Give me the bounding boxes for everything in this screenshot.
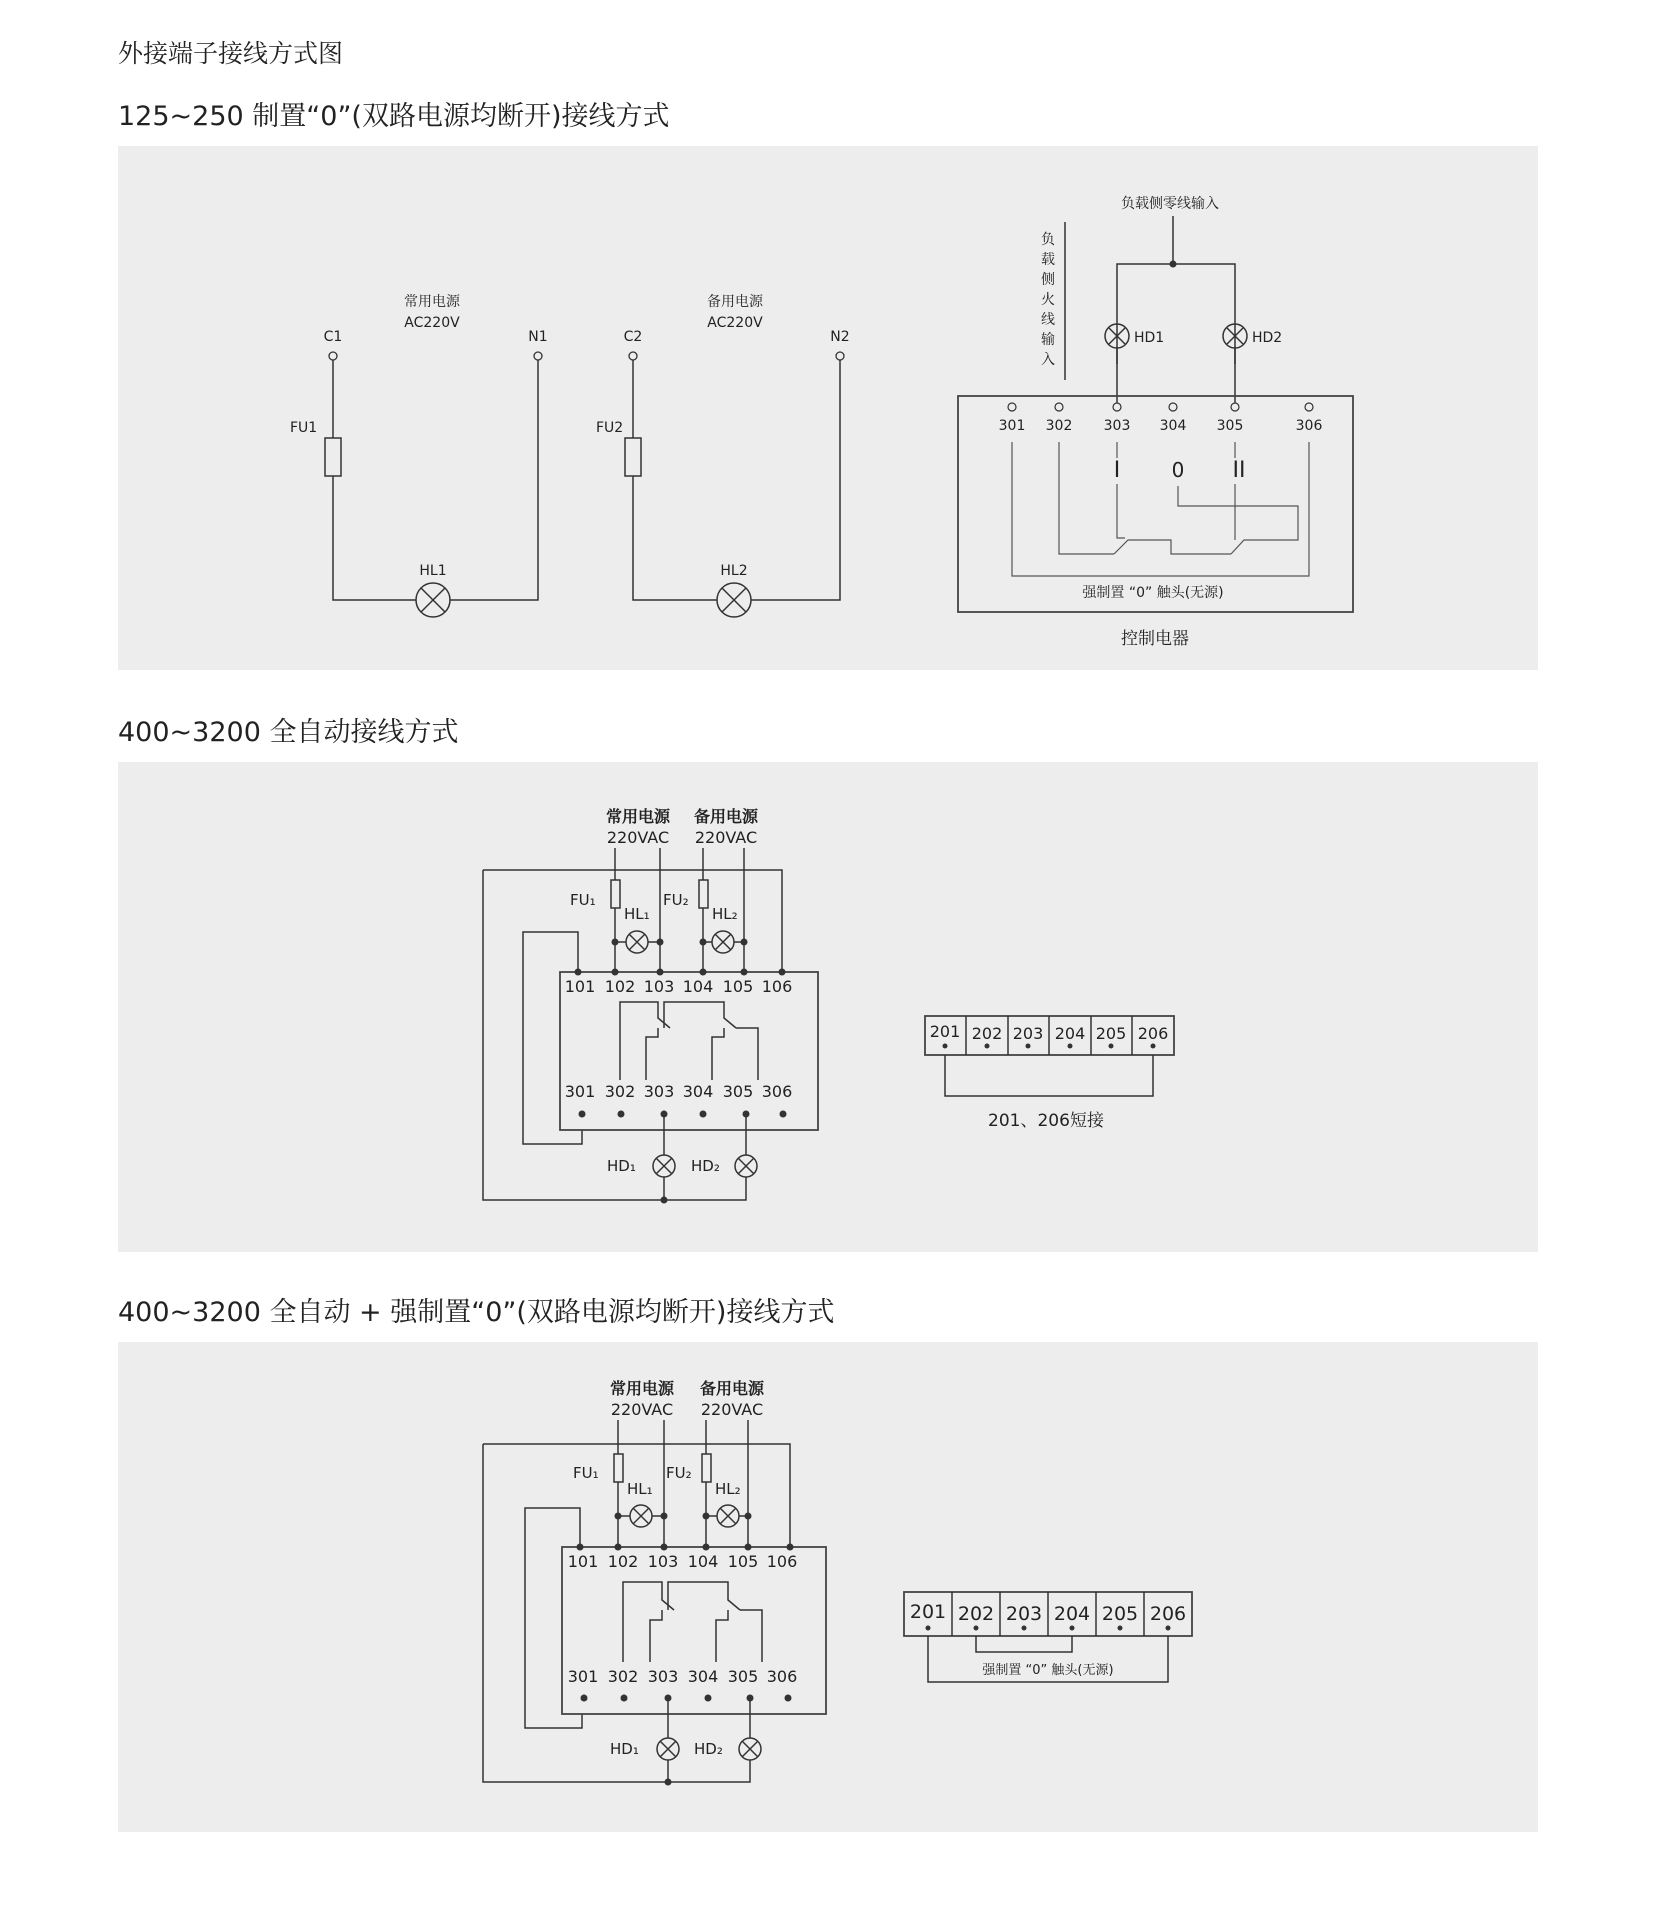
svg-text:304: 304 <box>1159 418 1187 434</box>
s3-hd2-label: HD₂ <box>694 1740 723 1758</box>
section1-diagram <box>118 146 1538 670</box>
hd2-label: HD2 <box>1252 330 1283 346</box>
svg-text:305: 305 <box>727 1667 759 1686</box>
s3-top-terminals <box>568 1552 798 1571</box>
svg-text:306: 306 <box>766 1667 798 1686</box>
neutral-input-label: 负载侧零线输入 <box>1121 196 1219 212</box>
s2-hd2-label: HD₂ <box>691 1157 720 1175</box>
svg-text:101: 101 <box>564 977 596 996</box>
s2-aux-note: 201、206短接 <box>988 1111 1104 1131</box>
svg-text:203: 203 <box>1005 1603 1043 1625</box>
s3-internal-contacts <box>623 1582 762 1662</box>
s3-fu1-label: FU₁ <box>573 1464 599 1482</box>
s3-hd1-lamp-icon <box>657 1738 679 1760</box>
svg-text:0: 0 <box>1171 458 1185 482</box>
svg-text:106: 106 <box>761 977 793 996</box>
controller-terminals <box>999 403 1323 434</box>
svg-text:302: 302 <box>1045 418 1073 434</box>
s3-bottom-terminals <box>568 1667 798 1686</box>
force-zero-contact-label: 强制置 “0” 触头(无源) <box>1082 585 1224 601</box>
s2-hl1-lamp-icon <box>626 931 648 953</box>
svg-text:102: 102 <box>607 1552 639 1571</box>
circuit1-lamp-icon <box>416 583 450 617</box>
svg-text:103: 103 <box>647 1552 679 1571</box>
svg-text:104: 104 <box>687 1552 719 1571</box>
svg-text:304: 304 <box>687 1667 719 1686</box>
circuit1-source-label: 常用电源 <box>404 294 460 310</box>
s2-top-terminals <box>565 977 793 996</box>
svg-text:204: 204 <box>1053 1603 1091 1625</box>
svg-text:火: 火 <box>1041 292 1055 308</box>
live-input-label <box>1041 231 1055 368</box>
s2-source2-label: 备用电源 <box>693 807 759 826</box>
s3-source2-label: 备用电源 <box>699 1379 765 1398</box>
s2-hd1-lamp-icon <box>653 1155 675 1177</box>
svg-text:201: 201 <box>909 1601 947 1623</box>
svg-text:303: 303 <box>647 1667 679 1686</box>
s3-fu2-label: FU₂ <box>666 1464 692 1482</box>
svg-text:201: 201 <box>929 1022 961 1041</box>
svg-text:202: 202 <box>957 1603 995 1625</box>
svg-text:206: 206 <box>1149 1603 1187 1625</box>
s2-voltage2: 220VAC <box>694 828 758 847</box>
svg-text:I: I <box>1113 458 1121 483</box>
circuit2-voltage: AC220V <box>707 315 763 331</box>
s2-source1-label: 常用电源 <box>605 807 671 826</box>
svg-text:104: 104 <box>682 977 714 996</box>
s2-fu2 <box>699 880 708 908</box>
circuit2-lamp-label: HL2 <box>720 563 748 579</box>
svg-text:302: 302 <box>607 1667 639 1686</box>
section2-diagram <box>118 762 1538 1252</box>
circuit1-lamp-label: HL1 <box>419 563 447 579</box>
svg-text:302: 302 <box>604 1082 636 1101</box>
section3-diagram-panel <box>118 1342 1538 1832</box>
hd1-label: HD1 <box>1134 330 1165 346</box>
s2-aux-short-link <box>945 1055 1153 1096</box>
circuit1-n1-node <box>534 352 542 360</box>
s3-aux-terminal-strip <box>904 1592 1192 1636</box>
s3-aux-inner-link <box>976 1636 1072 1652</box>
s2-hd2-lamp-icon <box>735 1155 757 1177</box>
s3-hl1-lamp-icon <box>630 1505 652 1527</box>
svg-text:305: 305 <box>1216 418 1244 434</box>
svg-text:102: 102 <box>604 977 636 996</box>
page-title: 外接端子接线方式图 <box>118 39 344 68</box>
s3-source1-label: 常用电源 <box>609 1379 675 1398</box>
svg-text:侧: 侧 <box>1041 272 1055 288</box>
svg-text:103: 103 <box>643 977 675 996</box>
circuit2-fuse <box>625 438 641 476</box>
s2-hl1-label: HL₁ <box>624 905 650 923</box>
circuit2-n2-node <box>836 352 844 360</box>
s2-internal-contacts <box>620 1002 758 1080</box>
controller-label: 控制电器 <box>1121 629 1189 649</box>
s2-hl2-lamp-icon <box>712 931 734 953</box>
s2-hl2-label: HL₂ <box>712 905 738 923</box>
svg-text:305: 305 <box>722 1082 754 1101</box>
circuit2-terminal-n2: N2 <box>830 329 850 345</box>
s3-bottom-terminal-dots <box>581 1695 792 1702</box>
circuit1-terminal-n1: N1 <box>528 329 548 345</box>
s3-voltage1: 220VAC <box>610 1400 674 1419</box>
section2-diagram-panel <box>118 762 1538 1252</box>
s2-bottom-terminal-dots <box>579 1111 787 1118</box>
svg-text:105: 105 <box>722 977 754 996</box>
svg-text:204: 204 <box>1054 1024 1086 1043</box>
s3-voltage2: 220VAC <box>700 1400 764 1419</box>
s2-voltage1: 220VAC <box>606 828 670 847</box>
svg-text:202: 202 <box>971 1024 1003 1043</box>
svg-text:301: 301 <box>567 1667 599 1686</box>
svg-text:II: II <box>1232 458 1246 483</box>
svg-text:入: 入 <box>1041 352 1055 368</box>
s2-hd1-label: HD₁ <box>607 1157 636 1175</box>
circuit2-c2-node <box>629 352 637 360</box>
svg-text:205: 205 <box>1095 1024 1127 1043</box>
circuit1-c1-node <box>329 352 337 360</box>
svg-text:304: 304 <box>682 1082 714 1101</box>
svg-text:105: 105 <box>727 1552 759 1571</box>
svg-text:106: 106 <box>766 1552 798 1571</box>
s3-fu1 <box>614 1454 623 1482</box>
circuit1-fuse <box>325 438 341 476</box>
circuit2-source-label: 备用电源 <box>707 294 763 310</box>
circuit1-fuse-label: FU1 <box>290 420 318 436</box>
svg-text:303: 303 <box>1103 418 1131 434</box>
s3-aux-note: 强制置 “0” 触头(无源) <box>982 1663 1114 1678</box>
svg-text:303: 303 <box>643 1082 675 1101</box>
svg-text:101: 101 <box>567 1552 599 1571</box>
s3-hl1-label: HL₁ <box>627 1480 653 1498</box>
s2-bottom-terminals <box>565 1082 793 1101</box>
svg-text:线: 线 <box>1041 312 1055 328</box>
svg-text:输: 输 <box>1041 332 1055 348</box>
s2-fu1 <box>611 880 620 908</box>
section3-title: 400~3200 全自动 + 强制置“0”(双路电源均断开)接线方式 <box>118 1297 835 1328</box>
svg-text:301: 301 <box>564 1082 596 1101</box>
s3-controller-box <box>562 1547 826 1714</box>
section1-diagram-panel <box>118 146 1538 670</box>
s3-fu2 <box>702 1454 711 1482</box>
s2-fu2-label: FU₂ <box>663 891 689 909</box>
force-zero-contact-wiring <box>1012 442 1309 576</box>
s3-hl2-label: HL₂ <box>715 1480 741 1498</box>
section1-title: 125~250 制置“0”(双路电源均断开)接线方式 <box>118 101 670 132</box>
svg-text:306: 306 <box>761 1082 793 1101</box>
svg-text:306: 306 <box>1295 418 1323 434</box>
switch-position-labels <box>1114 458 1246 483</box>
circuit1-voltage: AC220V <box>404 315 460 331</box>
svg-text:206: 206 <box>1137 1024 1169 1043</box>
svg-text:301: 301 <box>998 418 1026 434</box>
svg-text:203: 203 <box>1012 1024 1044 1043</box>
s3-hl2-lamp-icon <box>717 1505 739 1527</box>
svg-text:载: 载 <box>1041 252 1055 268</box>
circuit1-terminal-c1: C1 <box>323 329 343 345</box>
circuit2-lamp-icon <box>717 583 751 617</box>
circuit2-fuse-label: FU2 <box>596 420 624 436</box>
s3-hd2-lamp-icon <box>739 1738 761 1760</box>
circuit2-terminal-c2: C2 <box>623 329 643 345</box>
section3-diagram <box>118 1342 1538 1832</box>
section2-title: 400~3200 全自动接线方式 <box>118 717 459 748</box>
svg-text:205: 205 <box>1101 1603 1139 1625</box>
s2-aux-terminal-strip <box>925 1016 1174 1055</box>
s3-hd1-label: HD₁ <box>610 1740 639 1758</box>
svg-text:负: 负 <box>1041 232 1055 248</box>
s2-fu1-label: FU₁ <box>570 891 596 909</box>
